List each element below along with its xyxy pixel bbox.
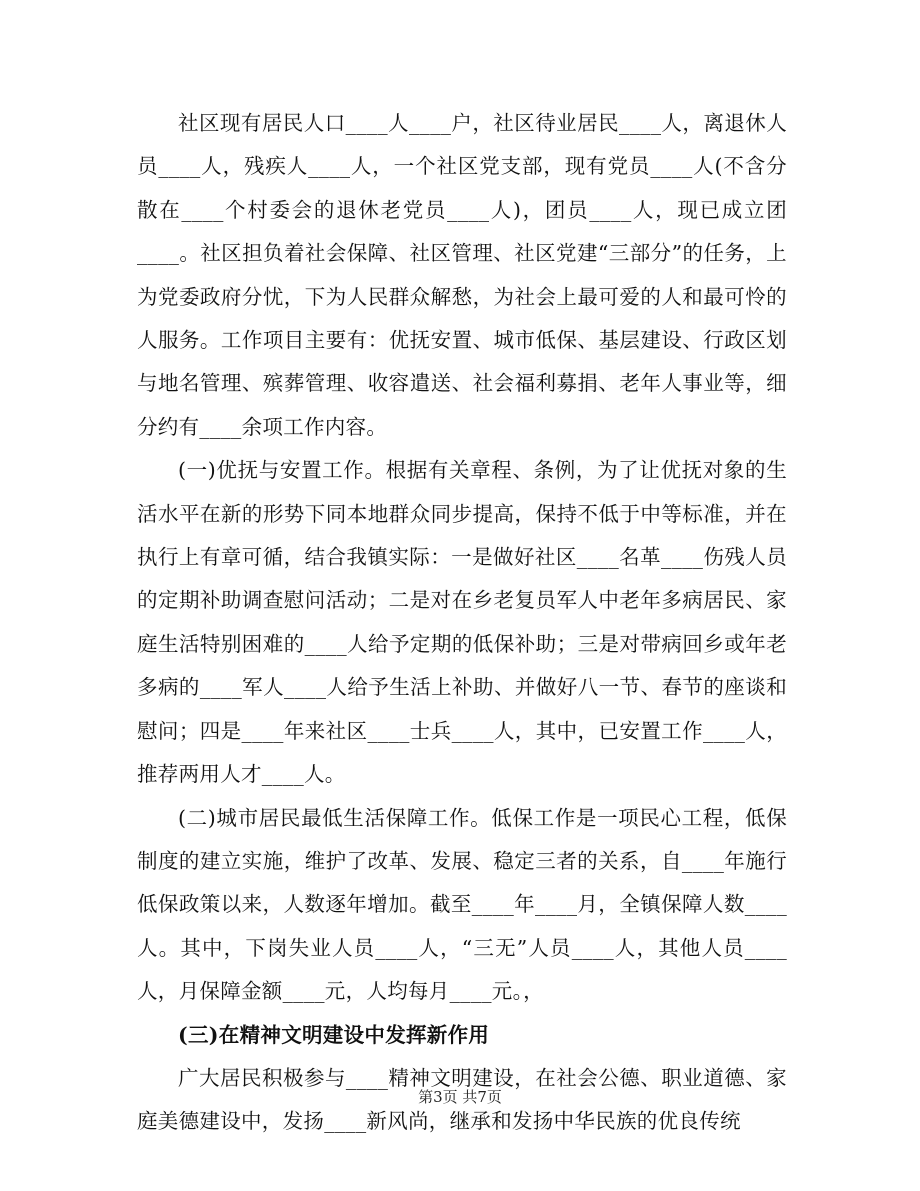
paragraph-minimum-living: (二)城市居民最低生活保障工作。低保工作是一项民心工程，低保制度的建立实施，维护了改革、发展、稳定三者的关系，自____年施行低保政策以来，人数逐年增加。截至____年____月，全镇保障人数____人。其中，下岗失业人员____人，“三无”人员____人，其他人员____人，月保障金额____元，人均每月____元。，: [137, 805, 787, 1004]
paragraph-preferential-care: (一)优抚与安置工作。根据有关章程、条例，为了让优抚对象的生活水平在新的形势下同本地群众同步提高，保持不低于中等标准，并在执行上有章可循，结合我镇实际：一是做好社区____名革____伤残人员的定期补助调查慰问活动；二是对在乡老复员军人中老年多病居民、家庭生活特别困难的____人给予定期的低保补助；三是对带病回乡或年老多病的____军人____人给予生活上补助、并做好八一节、春节的座谈和慰问；四是____年来社区____士兵____人，其中，已安置工作____人，推荐两用人才____人。: [137, 458, 787, 787]
paragraph-population: 社区现有居民人口____人____户，社区待业居民____人，离退休人员____人，残疾人____人，一个社区党支部，现有党员____人(不含分散在____个村委会的退休老党员____人)，团员____人，现已成立团____。社区担负着社会保障、社区管理、社区党建“三部分”的任务，上为党委政府分忧，下为人民群众解愁，为社会上最可爱的人和最可怜的人服务。工作项目主要有：优抚安置、城市低保、基层建设、行政区划与地名管理、殡葬管理、收容遣送、社会福利募捐、老年人事业等，细分约有____余项工作内容。: [137, 111, 787, 439]
page-footer: 第3页 共7页: [418, 1088, 502, 1106]
paragraph-spiritual-civilization: 广大居民积极参与____精神文明建设，在社会公德、职业道德、家庭美德建设中，发扬____新风尚，继承和发扬中华民族的优良传统: [137, 1065, 787, 1134]
document-body: [137, 102, 787, 1144]
section-heading: (三)在精神文明建设中发挥新作用: [178, 1022, 490, 1047]
